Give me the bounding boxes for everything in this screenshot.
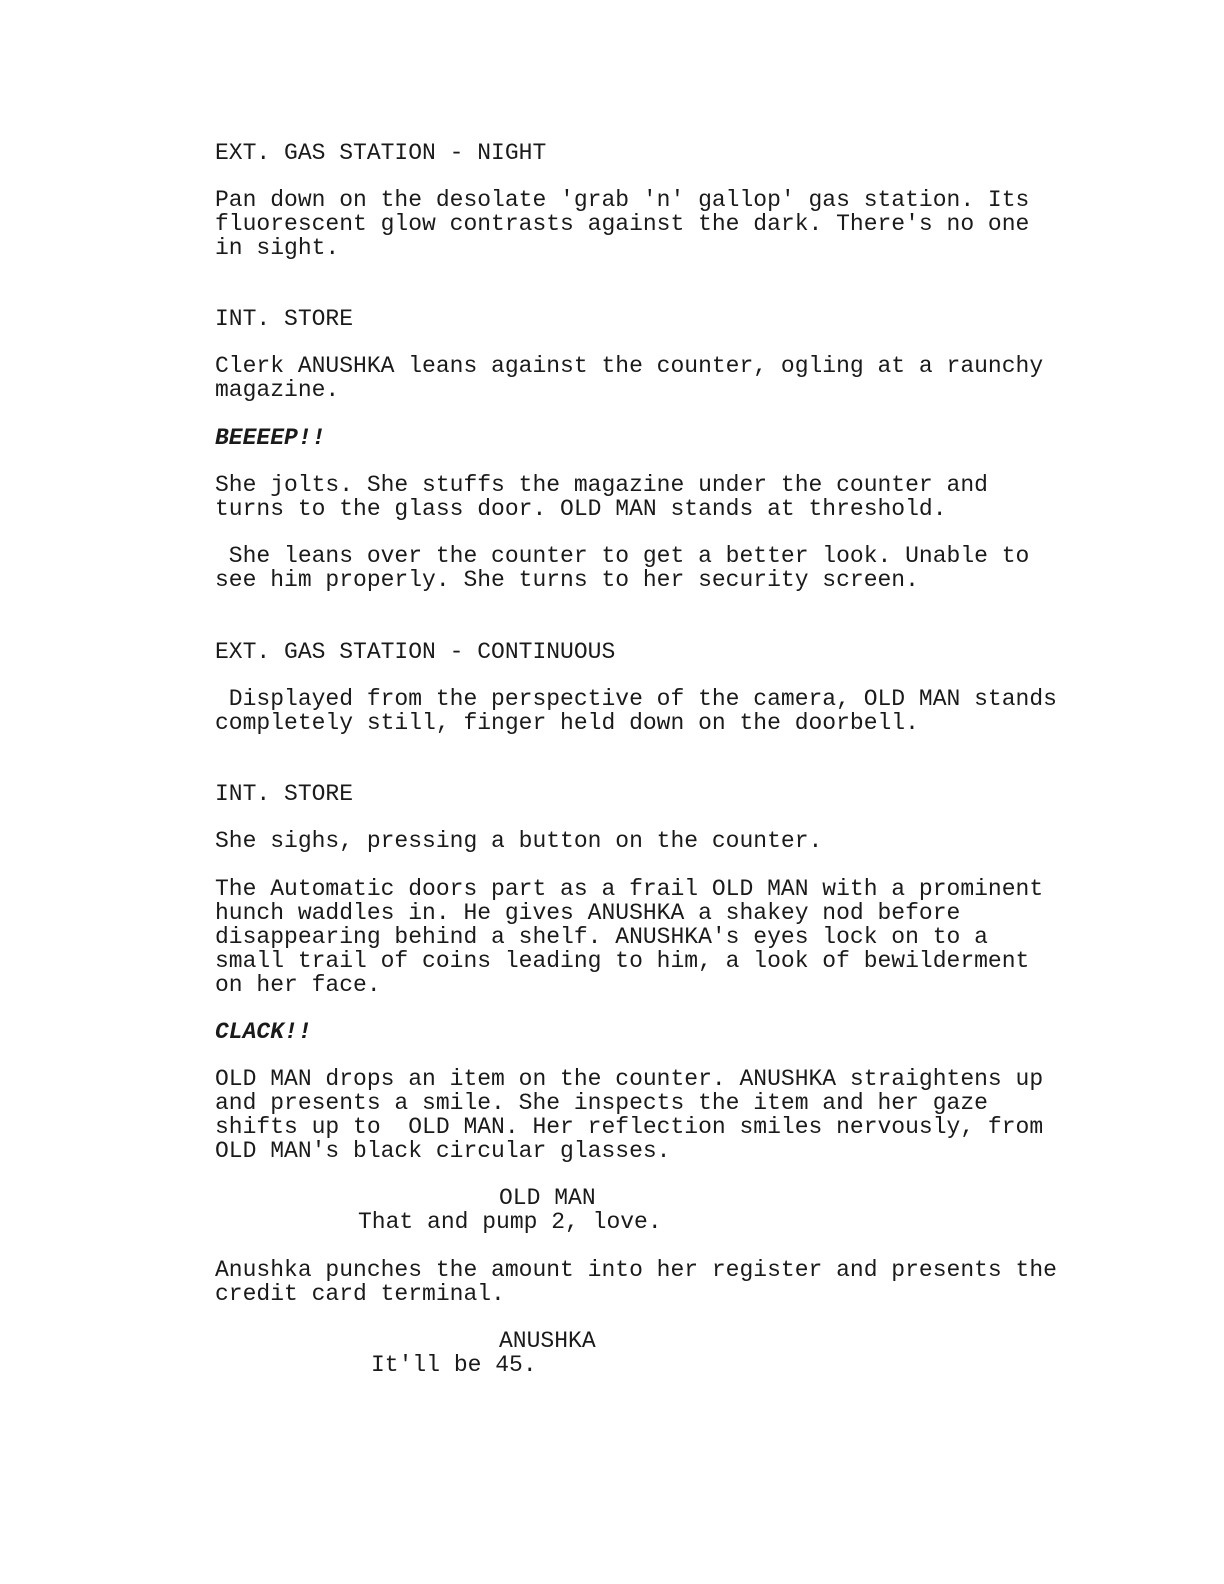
action-line: see him properly. She turns to her security screen. — [215, 567, 919, 593]
action-line: small trail of coins leading to him, a look of bewilderment — [215, 948, 1030, 974]
scene-heading: INT. STORE — [215, 781, 354, 807]
action-line: in sight. — [215, 235, 340, 261]
action-line: and presents a smile. She inspects the item and her gaze — [215, 1090, 988, 1116]
action-line: hunch waddles in. He gives ANUSHKA a shakey nod before — [215, 900, 961, 926]
action-line: disappearing behind a shelf. ANUSHKA's eyes lock on to a — [215, 924, 988, 950]
action-line: fluorescent glow contrasts against the dark. There's no one — [215, 211, 1030, 237]
action-line: turns to the glass door. OLD MAN stands at threshold. — [215, 496, 947, 522]
dialogue-line: It'll be 45. — [371, 1352, 537, 1378]
sound-effect: CLACK!! — [215, 1019, 312, 1045]
action-line: OLD MAN drops an item on the counter. ANUSHKA straightens up — [215, 1066, 1044, 1092]
scene-heading: INT. STORE — [215, 306, 354, 332]
character-name: ANUSHKA — [499, 1328, 596, 1354]
action-line: She sighs, pressing a button on the counter. — [215, 828, 823, 854]
dialogue-line: That and pump 2, love. — [358, 1209, 662, 1235]
action-line: Clerk ANUSHKA leans against the counter, ogling at a raunchy — [215, 353, 1044, 379]
scene-heading: EXT. GAS STATION - NIGHT — [215, 140, 547, 166]
action-line: She jolts. She stuffs the magazine under the counter and — [215, 472, 988, 498]
action-line: magazine. — [215, 377, 340, 403]
action-line: credit card terminal. — [215, 1281, 505, 1307]
action-line: She leans over the counter to get a better look. Unable to — [215, 543, 1030, 569]
action-line: completely still, finger held down on the doorbell. — [215, 710, 919, 736]
action-line: Displayed from the perspective of the camera, OLD MAN stands — [215, 686, 1057, 712]
action-line: Anushka punches the amount into her register and presents the — [215, 1257, 1057, 1283]
character-name: OLD MAN — [499, 1185, 596, 1211]
sound-effect: BEEEEP!! — [215, 425, 326, 451]
action-line: Pan down on the desolate 'grab 'n' gallop' gas station. Its — [215, 187, 1030, 213]
action-line: shifts up to OLD MAN. Her reflection smiles nervously, from — [215, 1114, 1044, 1140]
action-line: OLD MAN's black circular glasses. — [215, 1138, 671, 1164]
scene-heading: EXT. GAS STATION - CONTINUOUS — [215, 639, 616, 665]
action-line: The Automatic doors part as a frail OLD MAN with a prominent — [215, 876, 1044, 902]
action-line: on her face. — [215, 972, 381, 998]
